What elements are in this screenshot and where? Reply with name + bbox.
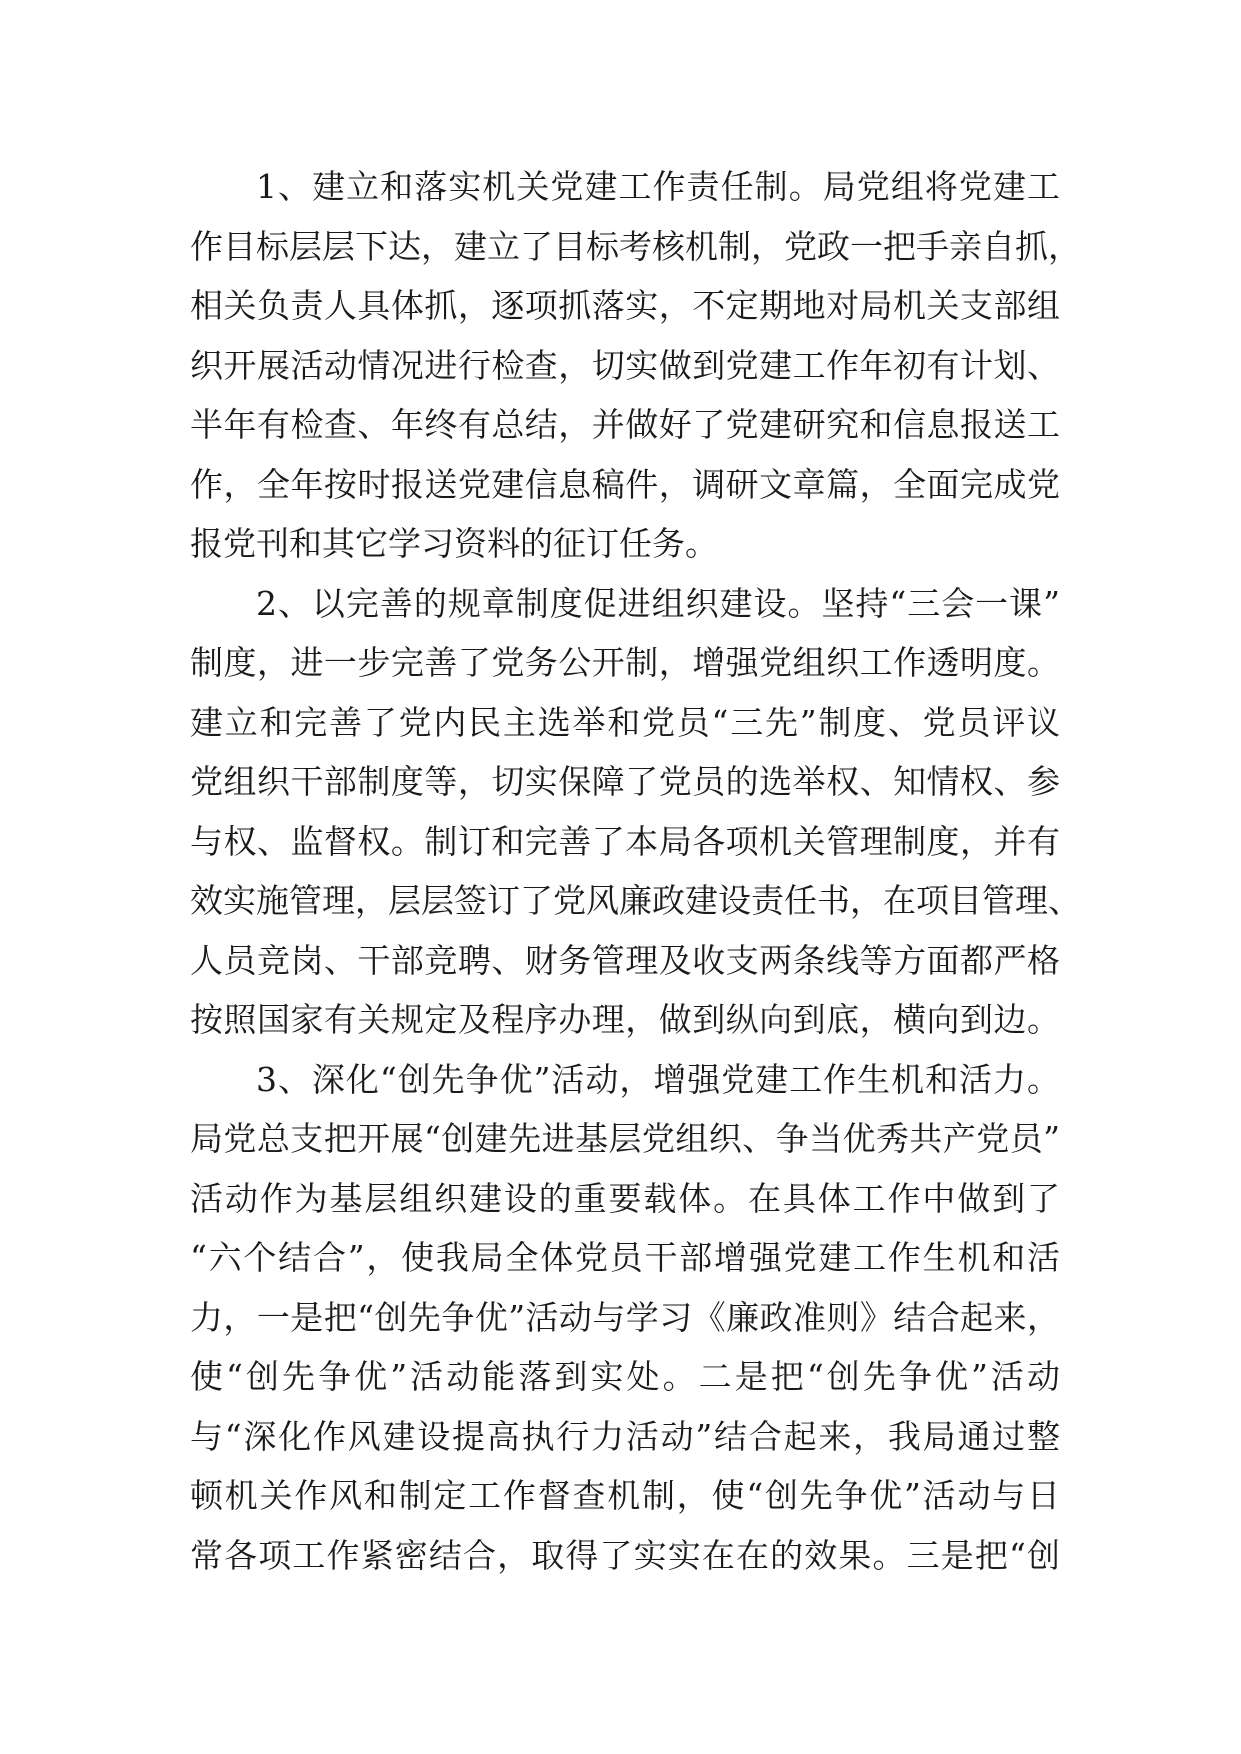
paragraph-3-line-7: 与“深化作风建设提高执行力活动”结合起来，我局通过整: [190, 1416, 1060, 1456]
paragraph-3-line-8: 顿机关作风和制定工作督查机制，使“创先争优”活动与日: [190, 1476, 1060, 1515]
paragraph-2-line-8: 按照国家有关规定及程序办理，做到纵向到底，横向到边。: [190, 1000, 1060, 1039]
paragraph-2-line-1: 2、以完善的规章制度促进组织建设。坚持“三会一课”: [256, 583, 1060, 623]
document-body: [190, 157, 1081, 1585]
paragraph-1-line-7: 报党刊和其它学习资料的征订任务。: [190, 524, 718, 563]
paragraph-3-line-6: 使“创先争优”活动能落到实处。二是把“创先争优”活动: [190, 1357, 1060, 1396]
paragraph-1-line-2: 作目标层层下达，建立了目标考核机制，党政一把手亲自抓，: [190, 226, 1081, 266]
paragraph-2-line-7: 人员竞岗、干部竞聘、财务管理及收支两条线等方面都严格: [190, 940, 1060, 980]
paragraph-1-line-5: 半年有检查、年终有总结，并做好了党建研究和信息报送工: [190, 405, 1060, 444]
paragraph-3-line-2: 局党总支把开展“创建先进基层党组织、争当优秀共产党员”: [190, 1119, 1060, 1158]
paragraph-2-line-3: 建立和完善了党内民主选举和党员“三先”制度、党员评议: [190, 702, 1060, 742]
paragraph-1-line-3: 相关负责人具体抓，逐项抓落实，不定期地对局机关支部组: [190, 286, 1060, 325]
paragraph-2-line-2: 制度，进一步完善了党务公开制，增强党组织工作透明度。: [190, 643, 1060, 682]
paragraph-1-line-1: 1、建立和落实机关党建工作责任制。局党组将党建工: [256, 167, 1060, 206]
paragraph-3-line-9: 常各项工作紧密结合，取得了实实在在的效果。三是把“创: [190, 1535, 1060, 1575]
paragraph-3-line-5: 力，一是把“创先争优”活动与学习《廉政准则》结合起来，: [190, 1297, 1060, 1337]
paragraph-1-line-6: 作，全年按时报送党建信息稿件，调研文章篇，全面完成党: [190, 464, 1060, 504]
paragraph-1-line-4: 织开展活动情况进行检查，切实做到党建工作年初有计划、: [190, 345, 1060, 385]
paragraph-2-line-4: 党组织干部制度等，切实保障了党员的选举权、知情权、参: [190, 762, 1060, 801]
paragraph-2-line-5: 与权、监督权。制订和完善了本局各项机关管理制度，并有: [190, 821, 1060, 861]
paragraph-3-line-1: 3、深化“创先争优”活动，增强党建工作生机和活力。: [256, 1059, 1060, 1099]
paragraph-3-line-3: 活动作为基层组织建设的重要载体。在具体工作中做到了: [190, 1178, 1060, 1218]
paragraph-3-line-4: “六个结合”，使我局全体党员干部增强党建工作生机和活: [190, 1238, 1060, 1277]
paragraph-2-line-6: 效实施管理，层层签订了党风廉政建设责任书，在项目管理、: [190, 881, 1081, 920]
